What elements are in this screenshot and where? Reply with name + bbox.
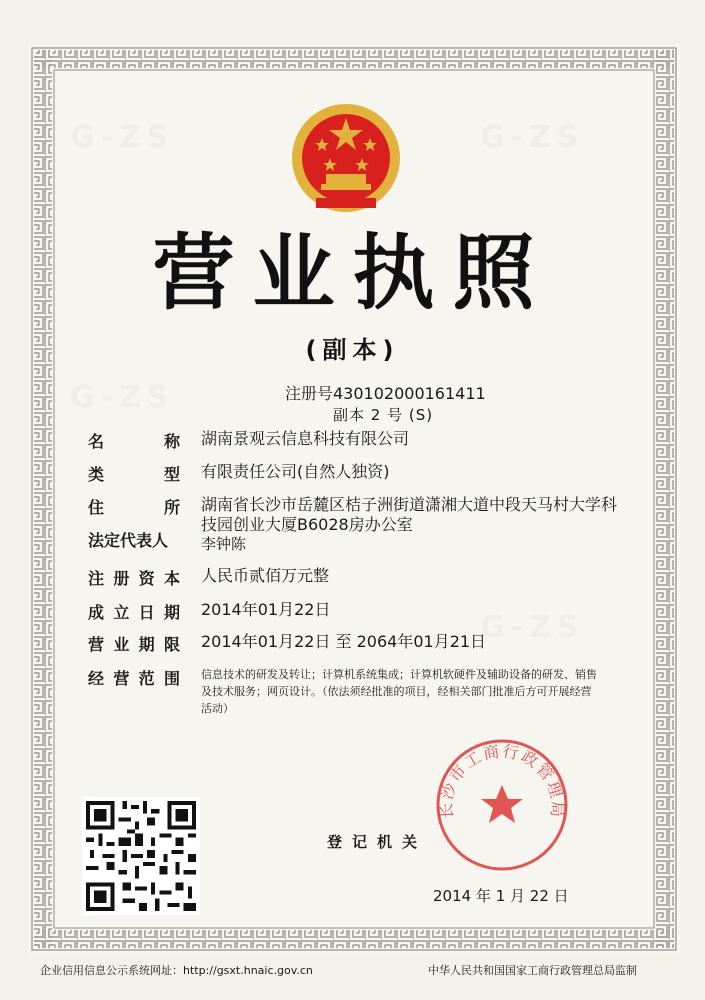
watermark: G-ZS bbox=[480, 120, 585, 155]
watermark: G-ZS bbox=[70, 120, 175, 155]
field-label: 成 立 日 期 bbox=[88, 603, 180, 622]
license-title: 营业执照 bbox=[152, 225, 553, 321]
national-emblem-icon bbox=[286, 100, 406, 220]
copy-number: 副本 2 号 (S) bbox=[333, 406, 434, 424]
qr-code bbox=[82, 797, 200, 915]
footer-website: 企业信用信息公示系统网址：http://gsxt.hnaic.gov.cn bbox=[40, 964, 313, 977]
field-value: 2014年01月22日 至 2064年01月21日 bbox=[201, 632, 487, 651]
registration-number: 注册号430102000161411 bbox=[285, 384, 486, 403]
field-label: 经 营 范 围 bbox=[88, 669, 180, 688]
watermark: G-ZS bbox=[70, 380, 175, 415]
field-label: 法定代表人 bbox=[88, 531, 169, 550]
registration-authority-label: 登记机关 bbox=[327, 833, 428, 851]
field-value: 湖南景观云信息科技有限公司 bbox=[201, 429, 410, 448]
svg-text:长沙市工商行政管理局: 长沙市工商行政管理局 bbox=[436, 741, 568, 820]
license-subtitle: (副本) bbox=[305, 336, 400, 364]
field-label: 住 所 bbox=[88, 498, 180, 517]
field-label: 类 型 bbox=[88, 465, 180, 484]
issue-date: 2014 年 1 月 22 日 bbox=[433, 887, 569, 905]
field-label: 名 称 bbox=[88, 432, 180, 451]
field-label: 营 业 期 限 bbox=[88, 635, 180, 654]
field-value: 人民币贰佰万元整 bbox=[201, 566, 330, 585]
field-value: 湖南省长沙市岳麓区桔子洲街道潇湘大道中段天马村大学科技园创业大厦B6028房办公室 bbox=[201, 495, 618, 534]
field-value: 信息技术的研发及转让；计算机系统集成；计算机软硬件及辅助设备的研发、销售及技术服务；网页设计。（依法须经批准的项目，经相关部门批准后方可开展经营活动） bbox=[201, 668, 597, 715]
field-value: 有限责任公司(自然人独资) bbox=[201, 462, 390, 481]
official-seal-icon bbox=[432, 735, 572, 875]
field-label: 注 册 资 本 bbox=[88, 569, 180, 588]
watermark: G-ZS bbox=[480, 610, 585, 645]
legal-representative-value: 李钟陈 bbox=[201, 535, 247, 553]
footer-supervisor: 中华人民共和国国家工商行政管理总局监制 bbox=[428, 964, 637, 977]
field-value: 2014年01月22日 bbox=[201, 600, 331, 619]
